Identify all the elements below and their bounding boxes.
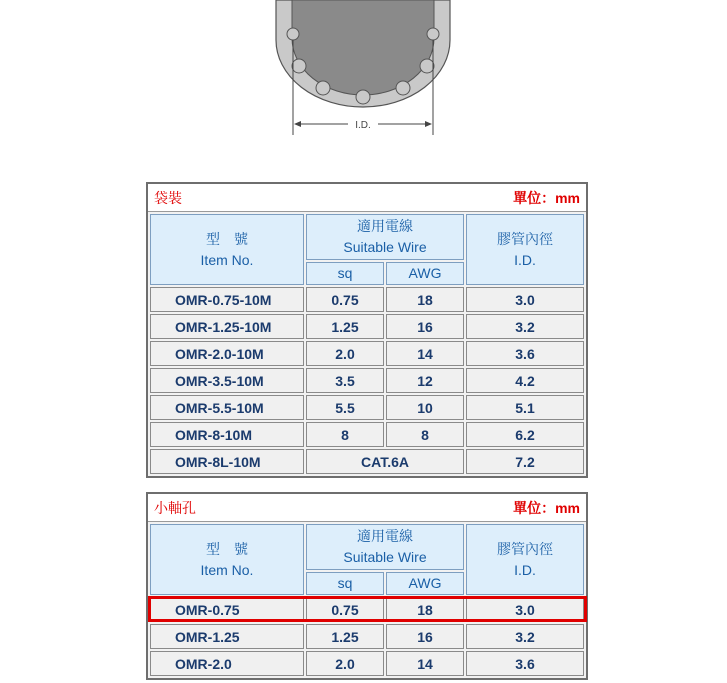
cell-item: OMR-8L-10M [150, 449, 304, 474]
header-item-no [150, 524, 304, 595]
cell-awg: 16 [386, 314, 464, 339]
cell-item: OMR-2.0 [150, 651, 304, 676]
cell-sq: 2.0 [306, 341, 384, 366]
cell-item: OMR-1.25 [150, 624, 304, 649]
header-sq: sq [306, 572, 384, 595]
header-inner-diameter [466, 524, 584, 595]
header-inner-diameter [466, 214, 584, 285]
header-awg: AWG [386, 572, 464, 595]
header-suitable-wire [306, 214, 464, 260]
cell-item: OMR-2.0-10M [150, 341, 304, 366]
header-item-no [150, 214, 304, 285]
header-id-cn: 膠管內徑 [497, 230, 553, 247]
header-item-en: Item No. [200, 561, 254, 578]
cell-sq: 1.25 [306, 314, 384, 339]
header-awg: AWG [386, 262, 464, 285]
cell-sq: 1.25 [306, 624, 384, 649]
cell-item: OMR-1.25-10M [150, 314, 304, 339]
header-wire-cn: 適用電線 [357, 218, 413, 234]
spec-table-bag [146, 182, 588, 478]
cell-awg: 10 [386, 395, 464, 420]
header-suitable-wire [306, 524, 464, 570]
header-item-en: Item No. [200, 251, 254, 268]
cell-id: 3.6 [466, 341, 584, 366]
cell-id: 3.2 [466, 624, 584, 649]
cell-wire: CAT.6A [306, 449, 464, 474]
unit-label: 單位：mm [513, 499, 580, 516]
header-wire-en: Suitable Wire [343, 549, 427, 565]
cell-sq: 2.0 [306, 651, 384, 676]
header-item-cn: 型 號 [206, 540, 248, 557]
cell-sq: 3.5 [306, 368, 384, 393]
cell-awg: 14 [386, 651, 464, 676]
cell-item: OMR-8-10M [150, 422, 304, 447]
cell-awg: 18 [386, 597, 464, 622]
header-wire-en: Suitable Wire [343, 239, 427, 255]
cell-awg: 18 [386, 287, 464, 312]
cell-sq: 0.75 [306, 597, 384, 622]
cell-id: 6.2 [466, 422, 584, 447]
highlight-box [148, 596, 587, 622]
header-sq: sq [306, 262, 384, 285]
cell-awg: 14 [386, 341, 464, 366]
cell-item: OMR-0.75-10M [150, 287, 304, 312]
table-caption [148, 184, 586, 212]
header-item-cn: 型 號 [206, 230, 248, 247]
cell-id: 3.2 [466, 314, 584, 339]
unit-label: 單位：mm [513, 189, 580, 206]
table-grid [148, 212, 586, 476]
cell-id: 7.2 [466, 449, 584, 474]
cell-item: OMR-3.5-10M [150, 368, 304, 393]
cell-sq: 8 [306, 422, 384, 447]
cell-sq: 0.75 [306, 287, 384, 312]
table-category: 小軸孔 [154, 499, 196, 516]
cell-id: 3.6 [466, 651, 584, 676]
spec-table-small-shaft [146, 492, 588, 680]
cell-id: 5.1 [466, 395, 584, 420]
cell-item: OMR-5.5-10M [150, 395, 304, 420]
id-dimension-label: I.D. [355, 120, 371, 131]
table-caption [148, 494, 586, 522]
header-id-cn: 膠管內徑 [497, 540, 553, 557]
cell-id: 4.2 [466, 368, 584, 393]
cell-awg: 8 [386, 422, 464, 447]
cell-sq: 5.5 [306, 395, 384, 420]
header-wire-cn: 適用電線 [357, 528, 413, 544]
header-id-en: I.D. [514, 251, 536, 268]
tube-cross-section-diagram [0, 0, 727, 150]
table-category: 袋裝 [154, 189, 182, 206]
cell-id: 3.0 [466, 597, 584, 622]
cell-awg: 16 [386, 624, 464, 649]
cell-item: OMR-0.75 [150, 597, 304, 622]
cell-id: 3.0 [466, 287, 584, 312]
cell-awg: 12 [386, 368, 464, 393]
header-id-en: I.D. [514, 561, 536, 578]
